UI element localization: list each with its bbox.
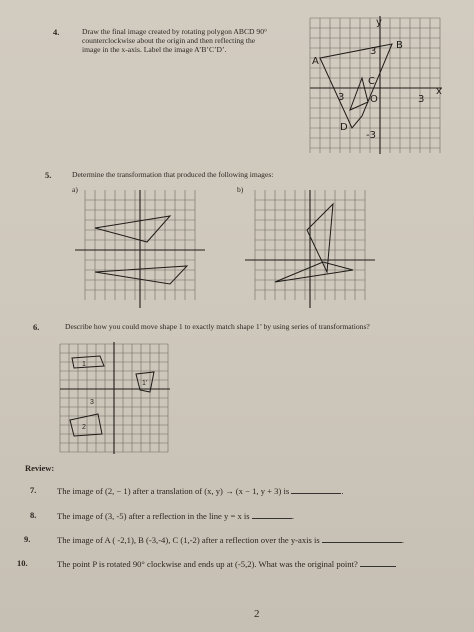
review-heading: Review: <box>25 463 55 473</box>
review-10-number: 10. <box>17 558 28 568</box>
review-7-text: The image of (2, − 1) after a translation of (x, y) → (x − 1, y + 3) is <box>57 486 290 496</box>
point-c-label: C <box>368 76 375 87</box>
q6-graph <box>60 344 180 456</box>
review-10-text: The point P is rotated 90° clockwise and ends up at (-5,2). What was the original point? <box>57 559 358 569</box>
q5-text: Determine the transformation that produced the following images: <box>72 170 274 179</box>
q4-hand-mark-4: -3 <box>366 130 376 141</box>
q6-label-1: 1 <box>82 361 86 368</box>
q5b-graph <box>245 190 380 310</box>
q5a-graph <box>75 190 210 310</box>
q5a-image <box>95 266 187 284</box>
review-8-text: The image of (3, -5) after a reflection in the line y = x is <box>57 511 250 521</box>
review-7-answer-blank[interactable] <box>291 485 341 494</box>
review-10 <box>57 558 472 569</box>
q5-part-a-label: a) <box>72 185 78 194</box>
review-7: The image of (2, − 1) after a translation of (x, y) → (x − 1, y + 3) is . <box>57 486 344 496</box>
review-8-answer-blank[interactable] <box>252 510 292 519</box>
q4-y-label: y <box>376 17 382 28</box>
q4-text <box>82 27 307 54</box>
review-9-number: 9. <box>24 534 31 544</box>
point-a-label: A <box>312 56 319 67</box>
q4-number: 4. <box>53 27 60 37</box>
point-d-label: D <box>340 122 348 133</box>
review-7-number: 7. <box>30 485 37 495</box>
q4-text-line2: counterclockwise about the origin and then reflecting the <box>82 36 256 45</box>
q6-label-2: 2 <box>82 424 86 431</box>
q6-label-1-prime: 1’ <box>142 380 148 387</box>
q5-part-b-label: b) <box>237 185 244 194</box>
q4-hand-mark-2: 3 <box>418 94 425 105</box>
q5b-image <box>275 262 353 282</box>
review-9-text: The image of A ( -2,1), B (-3,-4), C (1,-2) after a reflection over the y-axis is <box>57 535 320 545</box>
review-9: The image of A ( -2,1), B (-3,-4), C (1,-2) after a reflection over the y-axis is . <box>57 535 405 545</box>
q4-origin-label: O <box>370 94 378 105</box>
q6-number: 6. <box>33 322 40 332</box>
point-b-label: B <box>396 40 403 51</box>
q4-hand-mark-3: 3 <box>338 92 345 103</box>
page-number: 2 <box>254 608 260 620</box>
q5-number: 5. <box>45 170 52 180</box>
q6-text: Describe how you could move shape 1 to exactly match shape 1’ by using series of transformations? <box>65 322 370 331</box>
q4-graph <box>310 18 450 158</box>
q5b-preimage <box>307 204 333 272</box>
inner-triangle <box>350 78 368 110</box>
polygon-abcd <box>320 44 392 128</box>
review-8: The image of (3, -5) after a reflection in the line y = x is . <box>57 511 294 521</box>
q4-text-line1: Draw the final image created by rotating polygon ABCD 90° <box>82 27 268 36</box>
q6-label-3: 3 <box>90 399 94 406</box>
review-10-answer-blank[interactable] <box>360 558 396 567</box>
q4-text-line3: image in the x-axis. Label the image A’B’C’D’. <box>82 45 227 54</box>
review-9-answer-blank[interactable] <box>322 534 402 543</box>
q4-hand-mark-1: 3 <box>370 46 377 57</box>
q4-x-label: x <box>436 86 442 97</box>
review-8-number: 8. <box>30 510 37 520</box>
